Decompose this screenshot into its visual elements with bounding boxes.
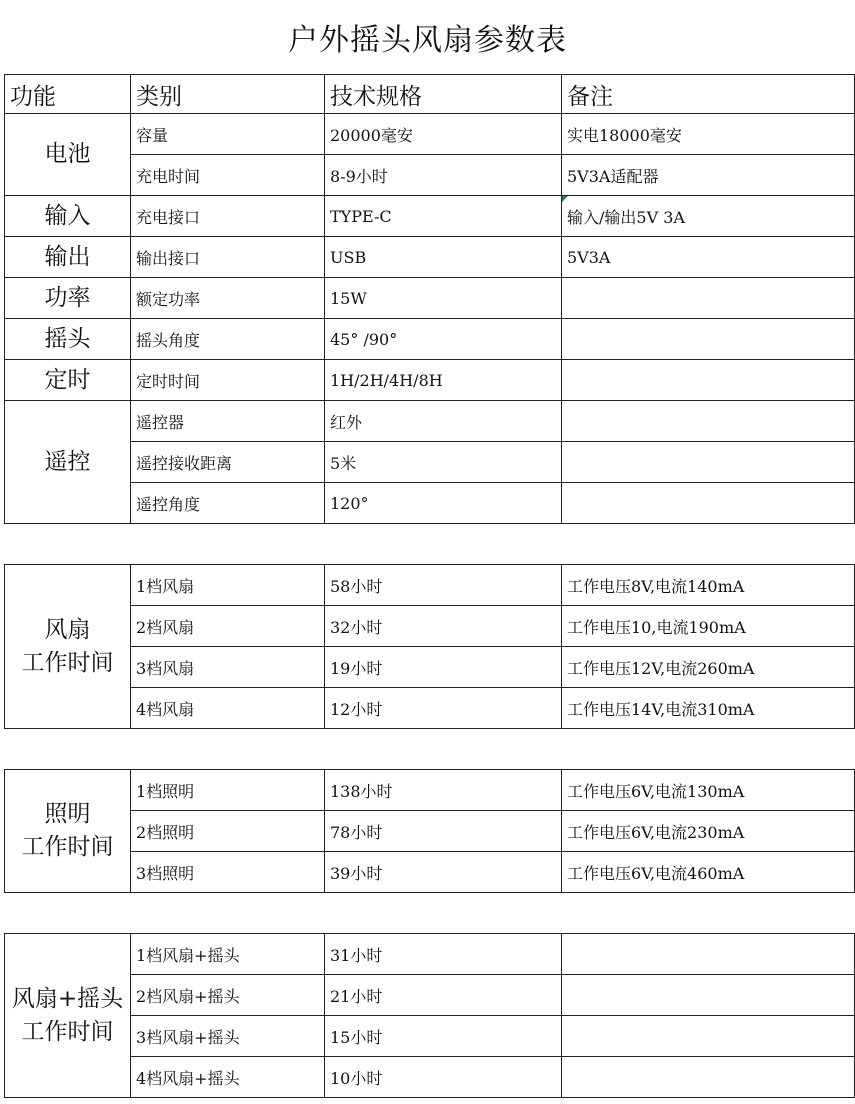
page-title: 户外摇头风扇参数表 (288, 23, 567, 58)
cell-spec[interactable]: 5米 (325, 442, 562, 483)
cell-note[interactable]: 工作电压6V,电流230mA (562, 811, 855, 852)
cell-spec[interactable]: USB (325, 237, 562, 278)
cell-note[interactable] (562, 1016, 855, 1057)
cell-spec[interactable]: 10小时 (325, 1057, 562, 1098)
cell-note[interactable] (562, 1057, 855, 1098)
cell-spec[interactable]: 58小时 (325, 565, 562, 606)
cell-note[interactable]: 5V3A适配器 (562, 155, 855, 196)
table-row (5, 647, 855, 688)
cell-category[interactable]: 定时时间 (131, 360, 325, 401)
cell-note[interactable] (562, 442, 855, 483)
table-row (5, 811, 855, 852)
cell-category[interactable]: 3档风扇+摇头 (131, 1016, 325, 1057)
cell-note[interactable] (562, 934, 855, 975)
func-line: 风扇 (44, 616, 91, 643)
cell-category[interactable]: 2档照明 (131, 811, 325, 852)
func-battery[interactable]: 电池 (5, 114, 131, 196)
table-row (5, 770, 855, 811)
header-spec[interactable]: 技术规格 (325, 75, 562, 114)
cell-category[interactable]: 遥控器 (131, 401, 325, 442)
cell-note[interactable]: 工作电压14V,电流310mA (562, 688, 855, 729)
cell-category[interactable]: 输出接口 (131, 237, 325, 278)
cell-spec[interactable]: 39小时 (325, 852, 562, 893)
cell-category[interactable]: 2档风扇+摇头 (131, 975, 325, 1016)
table-header-row (5, 75, 855, 114)
cell-category[interactable]: 3档照明 (131, 852, 325, 893)
cell-note[interactable] (562, 319, 855, 360)
table-row (5, 155, 855, 196)
func-line: 工作时间 (21, 1018, 114, 1045)
cell-note[interactable] (562, 483, 855, 524)
func-line: 工作时间 (21, 834, 114, 860)
cell-spec[interactable]: 31小时 (325, 934, 562, 975)
table-row (5, 401, 855, 442)
spacer-cell[interactable] (5, 893, 855, 934)
cell-note[interactable]: 工作电压6V,电流460mA (562, 852, 855, 893)
header-func[interactable]: 功能 (5, 75, 131, 114)
func-line: 照明 (44, 801, 91, 827)
table-row (5, 278, 855, 319)
spacer-row (5, 729, 855, 770)
cell-note[interactable] (562, 360, 855, 401)
cell-note[interactable] (562, 975, 855, 1016)
spec-table (4, 74, 855, 1098)
cell-category[interactable]: 遥控角度 (131, 483, 325, 524)
table-row (5, 319, 855, 360)
table-row (5, 442, 855, 483)
spacer-cell[interactable] (5, 729, 855, 770)
cell-category[interactable]: 遥控接收距离 (131, 442, 325, 483)
func-fan-runtime[interactable] (5, 565, 131, 729)
func-line: 工作时间 (21, 649, 114, 676)
cell-category[interactable]: 充电接口 (131, 196, 325, 237)
spacer-cell[interactable] (5, 524, 855, 565)
cell-spec[interactable]: 红外 (325, 401, 562, 442)
table-row (5, 114, 855, 155)
func-remote[interactable]: 遥控 (5, 401, 131, 524)
cell-note[interactable] (562, 401, 855, 442)
table-row (5, 852, 855, 893)
table-row (5, 1057, 855, 1098)
cell-spec[interactable]: 1H/2H/4H/8H (325, 360, 562, 401)
cell-spec[interactable]: 20000毫安 (325, 114, 562, 155)
cell-spec[interactable]: 15W (325, 278, 562, 319)
cell-category[interactable]: 1档风扇+摇头 (131, 934, 325, 975)
cell-note[interactable]: 工作电压12V,电流260mA (562, 647, 855, 688)
cell-spec[interactable]: 32小时 (325, 606, 562, 647)
cell-category[interactable]: 额定功率 (131, 278, 325, 319)
cell-category[interactable]: 4档风扇 (131, 688, 325, 729)
func-oscillate[interactable]: 摇头 (5, 319, 131, 360)
cell-category[interactable]: 4档风扇+摇头 (131, 1057, 325, 1098)
cell-note[interactable]: 工作电压6V,电流130mA (562, 770, 855, 811)
cell-spec[interactable]: 45° /90° (325, 319, 562, 360)
cell-note[interactable]: 实电18000毫安 (562, 114, 855, 155)
func-power[interactable]: 功率 (5, 278, 131, 319)
table-row (5, 360, 855, 401)
spacer-row (5, 893, 855, 934)
cell-note[interactable]: 工作电压10,电流190mA (562, 606, 855, 647)
cell-spec[interactable]: 78小时 (325, 811, 562, 852)
header-category[interactable]: 类别 (131, 75, 325, 114)
table-row (5, 483, 855, 524)
cell-category[interactable]: 摇头角度 (131, 319, 325, 360)
cell-category[interactable]: 充电时间 (131, 155, 325, 196)
func-fan-osc-runtime[interactable] (5, 934, 131, 1098)
cell-category[interactable]: 1档风扇 (131, 565, 325, 606)
spacer-row (5, 524, 855, 565)
table-row (5, 1016, 855, 1057)
cell-spec[interactable]: 138小时 (325, 770, 562, 811)
table-row (5, 934, 855, 975)
table-row (5, 606, 855, 647)
table-row (5, 565, 855, 606)
func-line: 风扇+摇头 (11, 985, 124, 1012)
header-note[interactable]: 备注 (562, 75, 855, 114)
cell-category[interactable]: 2档风扇 (131, 606, 325, 647)
cell-spec[interactable]: 19小时 (325, 647, 562, 688)
func-output[interactable]: 输出 (5, 237, 131, 278)
func-timer[interactable]: 定时 (5, 360, 131, 401)
table-row (5, 196, 855, 237)
cell-spec[interactable]: 12小时 (325, 688, 562, 729)
func-input[interactable]: 输入 (5, 196, 131, 237)
table-row (5, 688, 855, 729)
cell-note[interactable]: 输入/输出5V 3A (562, 196, 855, 237)
func-light-runtime[interactable] (5, 770, 131, 893)
table-row (5, 237, 855, 278)
cell-spec[interactable]: TYPE-C (325, 196, 562, 237)
cell-spec[interactable]: 120° (325, 483, 562, 524)
cell-spec[interactable]: 8-9小时 (325, 155, 562, 196)
cell-category[interactable]: 3档风扇 (131, 647, 325, 688)
cell-note[interactable]: 5V3A (562, 237, 855, 278)
cell-note[interactable]: 工作电压8V,电流140mA (562, 565, 855, 606)
cell-note[interactable] (562, 278, 855, 319)
cell-spec[interactable]: 21小时 (325, 975, 562, 1016)
cell-spec[interactable]: 15小时 (325, 1016, 562, 1057)
table-row (5, 975, 855, 1016)
cell-category[interactable]: 容量 (131, 114, 325, 155)
cell-category[interactable]: 1档照明 (131, 770, 325, 811)
